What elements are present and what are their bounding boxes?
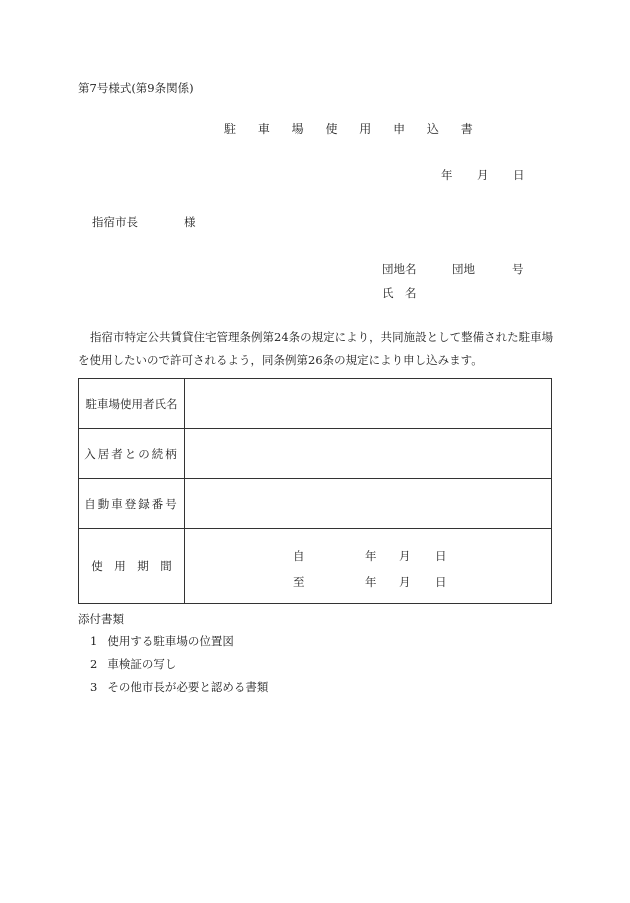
attachment-text: 車検証の写し xyxy=(107,657,177,671)
application-table xyxy=(78,378,552,604)
table-row-period xyxy=(79,529,552,604)
date-day-label: 日 xyxy=(513,168,525,182)
table-row xyxy=(79,479,552,529)
addressee-honorific: 様 xyxy=(184,215,196,229)
date-month-label: 月 xyxy=(477,168,489,182)
relationship-field[interactable] xyxy=(185,429,552,479)
attachment-number: 2 xyxy=(90,657,98,671)
attachment-number: 1 xyxy=(90,634,98,648)
body-text: 指宿市特定公共賃貸住宅管理条例第24条の規定により，共同施設として整備された駐車場を使用したいので許可されるよう，同条例第26条の規定により申し込みます。 xyxy=(78,330,554,367)
danchi-label: 団地名 xyxy=(382,262,417,276)
date-year-label: 年 xyxy=(441,168,453,182)
addressee-name: 指宿市長 xyxy=(92,215,138,229)
list-item xyxy=(90,633,234,649)
registration-number-field[interactable] xyxy=(185,479,552,529)
row-label-registration: 自動車登録番号 xyxy=(79,479,185,529)
period-from-month: 月 xyxy=(399,549,411,563)
attachment-text: 使用する駐車場の位置図 xyxy=(107,634,234,648)
attachments-heading: 添付書類 xyxy=(78,612,124,626)
row-label-period: 使 用 期 間 xyxy=(79,529,185,604)
period-field[interactable] xyxy=(185,529,552,604)
period-from-day: 日 xyxy=(435,549,447,563)
period-to-day: 日 xyxy=(435,575,447,589)
user-name-field[interactable] xyxy=(185,379,552,429)
applicant-name-label: 氏 名 xyxy=(382,286,417,300)
list-item xyxy=(90,656,176,672)
form-number: 第7号様式(第9条関係) xyxy=(78,81,194,95)
period-to-month: 月 xyxy=(399,575,411,589)
danchi-suffix: 団地 xyxy=(452,262,475,276)
period-from-year: 年 xyxy=(365,549,377,563)
attachment-text: その他市長が必要と認める書類 xyxy=(107,680,269,694)
document-title: 駐 車 場 使 用 申 込 書 xyxy=(224,122,482,136)
table-row xyxy=(79,379,552,429)
period-to-label: 至 xyxy=(293,575,305,589)
row-label-relationship: 入居者との続柄 xyxy=(79,429,185,479)
row-label-user-name: 駐車場使用者氏名 xyxy=(79,379,185,429)
list-item xyxy=(90,679,268,695)
period-to-year: 年 xyxy=(365,575,377,589)
attachment-number: 3 xyxy=(90,680,98,694)
number-suffix: 号 xyxy=(512,262,524,276)
table-row xyxy=(79,429,552,479)
period-from-label: 自 xyxy=(293,549,305,563)
